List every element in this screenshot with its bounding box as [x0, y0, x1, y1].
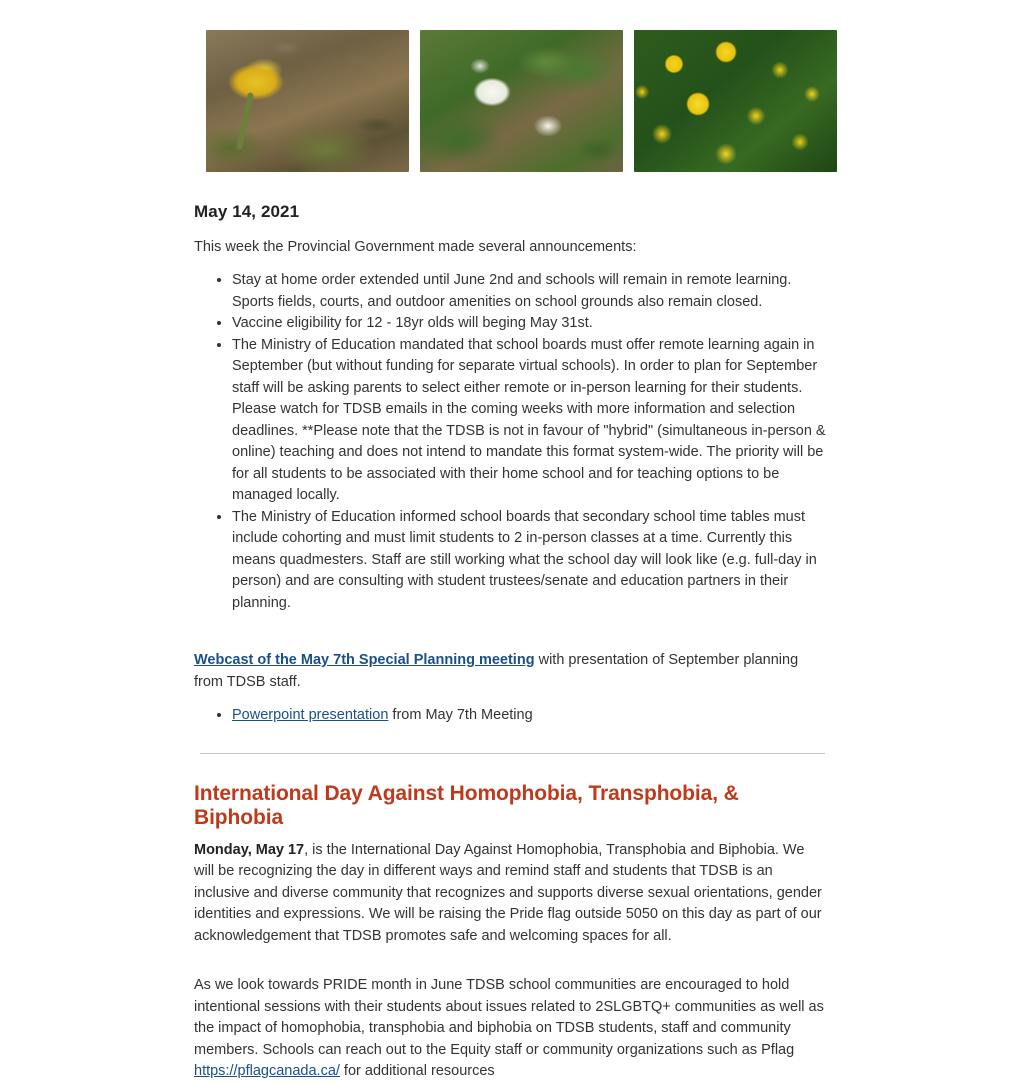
newsletter-content — [0, 202, 1024, 1083]
section-title: International Day Against Homophobia, Transphobia, & Biphobia — [194, 781, 739, 829]
webcast-link[interactable]: Webcast of the May 7th Special Planning meeting — [194, 652, 535, 668]
photo-strip — [0, 0, 1024, 172]
newsletter-date: May 14, 2021 — [194, 202, 300, 221]
section-paragraph-1 — [194, 840, 826, 948]
powerpoint-link[interactable]: Powerpoint presentation — [232, 707, 389, 723]
list-item: • The Ministry of Education mandated that school boards must offer remote learning again in September (but without funding for separate virtual schools). In order to plan for September staff will be asking parents to select either remote or in-person learning for their students. Please watch for TDSB emails in the coming weeks with more information and selection deadlines. **Please note that the TDSB is not in favour of "hybrid" (simultaneous in-person & online) teaching and does not intend to mandate this format system-wide. The priority will be for all students to be associated with their home school and for teaching options to be managed locally. — [232, 335, 826, 507]
pflag-link[interactable]: https://pflagcanada.ca/ — [194, 1063, 340, 1079]
trout-lily-photo — [206, 30, 409, 172]
section-paragraph-2-after-link: for additional resources — [339, 1063, 495, 1079]
section-paragraph-1-rest: , is the International Day Against Homophobia, Transphobia and Biphobia. We will be recognizing the day in different ways and remind staff and students that TDSB is an inclusive and diverse community that recognizes and supports diverse sexual orientations, gender identities and expressions. We will be raising the Pride flag outside 5050 on this day as part of our acknowledgement that TDSB promotes safe and welcoming spaces for all. — [194, 841, 822, 944]
announcement-list — [194, 270, 826, 614]
webcast-trailing-text: with presentation of September planning from TDSB staff. — [194, 652, 799, 690]
powerpoint-list — [194, 705, 826, 727]
marsh-marigold-photo — [634, 30, 837, 172]
list-item: • Stay at home order extended until June 2nd and schools will remain in remote learning. Sports fields, courts, and outdoor amenities on school grounds also remain closed. — [232, 270, 826, 313]
newsletter-lead: This week the Provincial Government made several announcements: — [194, 239, 637, 255]
section-divider — [200, 753, 825, 754]
list-item — [232, 705, 826, 727]
section-paragraph-2-before-link: As we look towards PRIDE month in June TDSB school communities are encouraged to hold intentional sessions with their students about issues related to 2SLGBTQ+ communities as well as the impact of homophobia, transphobia and biphobia on TDSB students, staff and community members. Schools can reach out to the Equity staff or community organizations such as Pflag — [194, 977, 824, 1058]
trillium-photo — [420, 30, 623, 172]
list-item: • The Ministry of Education informed school boards that secondary school time tables must include cohorting and must limit students to 2 in-person classes at a time. Currently this means quadmesters. Staff are still working what the school day will look like (e.g. full-day in person) and are consulting with student trustees/senate and education partners in their planning. — [232, 507, 826, 615]
section-paragraph-2 — [194, 975, 826, 1083]
list-item: • Vaccine eligibility for 12 - 18yr olds will beging May 31st. — [232, 313, 826, 335]
webcast-paragraph — [194, 650, 826, 693]
powerpoint-trailing-text: from May 7th Meeting — [388, 707, 533, 723]
section-paragraph-1-bold: Monday, May 17 — [194, 841, 305, 858]
